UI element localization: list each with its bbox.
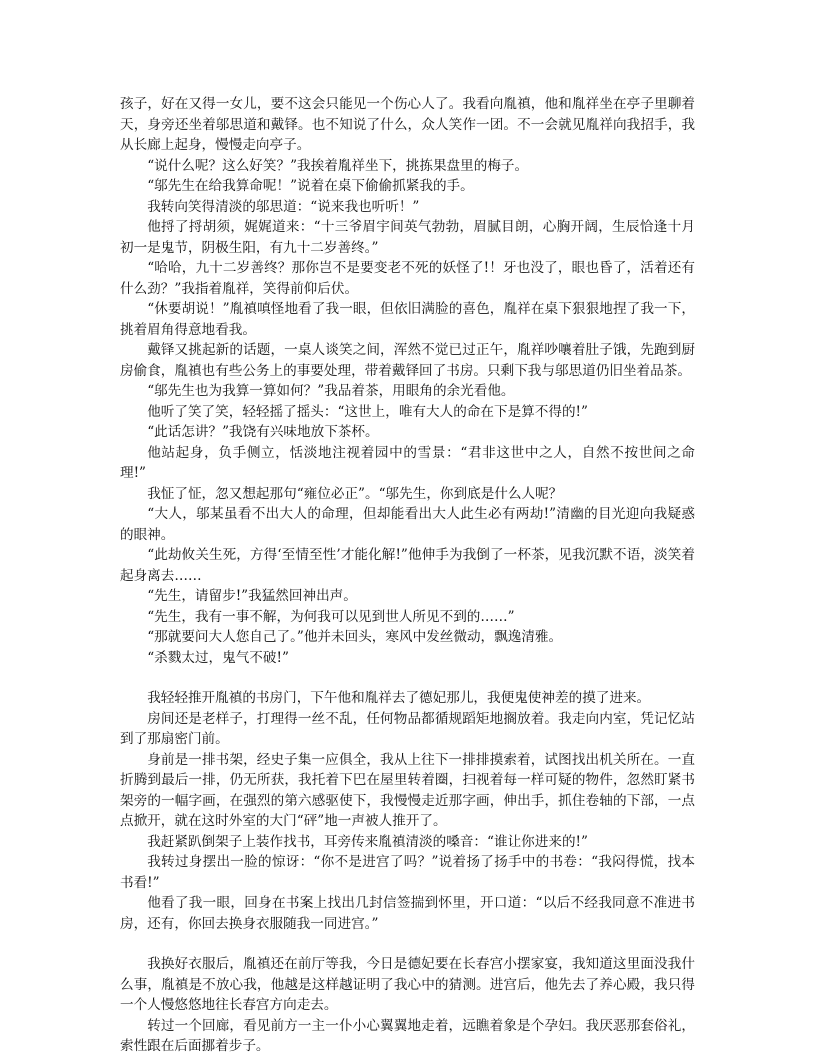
paragraph: “先生，请留步!”我猛然回神出声。	[147, 588, 357, 604]
paragraph: “说什么呢？这么好笑？”我挨着胤祥坐下，挑拣果盘里的梅子。	[147, 157, 529, 174]
paragraph: “休要胡说！”胤禛嗔怪地看了我一眼，但依旧满脸的喜色，胤祥在桌下狠狠地捏了我一下，挑着眉角得意地看我。	[120, 301, 695, 338]
paragraph: “邬先生在给我算命呢！”说着在桌下偷偷抓紧我的手。	[147, 178, 474, 194]
paragraph: “先生，我有一事不解，为何我可以见到世人所见不到的……”	[147, 608, 515, 625]
paragraph: 戴铎又挑起新的话题，一桌人谈笑之间，浑然不觉已过正午，胤祥吵嚷着肚子饿，先跑到厨房偷食，胤禛也有些公务上的事要处理，带着戴铎回了书房。只剩下我与邬思道仍旧坐着品茶。	[120, 342, 695, 379]
paragraph: 孩子，好在又得一女儿，要不这会只能见一个伤心人了。我看向胤禛，他和胤祥坐在亭子里聊着天，身旁还坐着邬思道和戴铎。也不知说了什么，众人笑作一团。不一会就见胤祥向我招手，我从长廊上起身，慢慢走向亭子。	[120, 96, 695, 153]
paragraph: “大人，邬某虽看不出大人的命理，但却能看出大人此生必有两劫!”清幽的目光迎向我疑惑的眼神。	[120, 506, 695, 543]
paragraph: “邬先生也为我算一算如何？”我品着茶，用眼角的余光看他。	[147, 383, 515, 399]
paragraph: “此话怎讲？”我饶有兴味地放下茶杯。	[147, 424, 379, 440]
section-break	[120, 934, 695, 954]
paragraph: 我赶紧趴倒架子上装作找书，耳旁传来胤禛清淡的嗓音：“谁让你进来的!”	[147, 833, 588, 850]
paragraph: 他看了我一眼，回身在书案上找出几封信签揣到怀里，开口道：“以后不经我同意不准进书房，还有，你回去换身衣服随我一同进宫。”	[120, 895, 695, 932]
paragraph: 他站起身，负手侧立，恬淡地注视着园中的雪景：“君非这世中之人，自然不按世间之命理!”	[120, 444, 695, 481]
paragraph: 我转向笑得清淡的邬思道：“说来我也听听！”	[147, 198, 420, 215]
section-break	[120, 668, 695, 688]
paragraph: 他捋了捋胡须，娓娓道来：“十三爷眉宇间英气勃勃，眉腻目朗，心胸开阔，生辰恰逢十月初一是鬼节，阴极生阳，有九十二岁善终。”	[120, 219, 695, 256]
paragraph: 我怔了怔，忽又想起那句“雍位必正”。“邬先生，你到底是什么人呢？	[147, 485, 563, 502]
paragraph: 我换好衣服后，胤禛还在前厅等我，今日是德妃要在长春宫小摆家宴，我知道这里面没我什么事，胤禛是不放心我，他越是这样越证明了我心中的猜测。进宫后，他先去了养心殿，我只得一个人慢悠悠地往长春宫方向走去。	[120, 956, 695, 1013]
paragraph: 我轻轻推开胤禛的书房门，下午他和胤祥去了德妃那儿，我便鬼使神差的摸了进来。	[147, 690, 651, 706]
paragraph: 他听了笑了笑，轻轻摇了摇头：“这世上，唯有大人的命在下是算不得的!”	[147, 403, 588, 420]
paragraph: 身前是一排书架，经史子集一应俱全，我从上往下一排排摸索着，试图找出机关所在。一直折腾到最后一排，仍无所获，我托着下巴在屋里转着圈，扫视着每一样可疑的物件，忽然盯紧书架旁的一幅字画，在强烈的第六感驱使下，我慢慢走近那字画，伸出手，抓住卷轴的下部，一点点掀开，就在这时外室的大门“砰”地一声被人推开了。	[120, 751, 695, 829]
paragraph: “哈哈，九十二岁善终？那你岂不是要变老不死的妖怪了!！牙也没了，眼也昏了，活着还有什么劲？”我指着胤祥，笑得前仰后伏。	[120, 260, 695, 297]
paragraph: 我转过身摆出一脸的惊讶：“你不是进宫了吗？”说着扬了扬手中的书卷：“我闷得慌，找本书看!”	[120, 854, 695, 891]
paragraph: “此劫攸关生死，方得‘至情至性’才能化解!”他伸手为我倒了一杯茶，见我沉默不语，淡笑着起身离去……	[120, 547, 695, 584]
paragraph: “那就要问大人您自己了。”他并未回头，寒风中发丝微动，飘逸清雅。	[147, 629, 563, 645]
document-page	[120, 94, 695, 1057]
paragraph: 房间还是老样子，打理得一丝不乱，任何物品都循规蹈矩地搁放着。我走向内室，凭记忆站到了那扇密门前。	[120, 710, 695, 747]
paragraph: 转过一个回廊，看见前方一主一仆小心翼翼地走着，远瞧着象是个孕妇。我厌恶那套俗礼，索性跟在后面挪着步子。	[120, 1017, 695, 1054]
paragraph: “杀戮太过，鬼气不破!”	[147, 649, 289, 666]
